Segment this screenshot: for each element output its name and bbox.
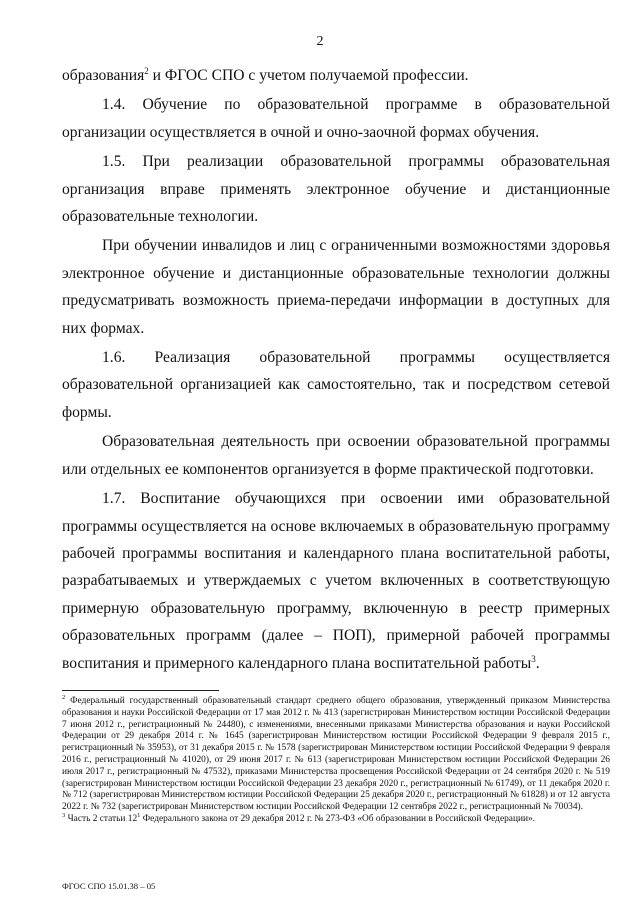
- footnote-3: [62, 811, 610, 826]
- paragraph-continuation: [62, 62, 610, 89]
- footnote-marker: 3: [62, 811, 66, 819]
- paragraph-1-6: 1.6. Реализация образовательной программы осуществляется образовательной организацией как самостоятельно, так и посредством сетевой формы.: [62, 349, 610, 421]
- body-text: [62, 62, 610, 677]
- footnote-divider: [62, 690, 219, 691]
- footnote-text: Федеральный государственный образовательный стандарт среднего общего образования, утвержденный приказом Министерства образования и науки Российской Федерации от 17 мая 2012 г. № 413 (зарегистрирован Министерством юстиции Российской Федерации 7 июня 2012 г., регистрационный № 24480), с изменениями, внесенными приказами Министерства образования и науки Российской Федерации от 29 декабря 2014 г. № 1645 (зарегистрирован Министерством юстиции Российской Федерации 9 февраля 2015 г., регистрационный № 35953), от 31 декабря 2015 г. № 1578 (зарегистрирован Министерством юстиции Российской Федерации 9 февраля 2016 г., регистрационный № 41020), от 29 июня 2017 г. № 613 (зарегистрирован Министерством юстиции Российской Федерации 26 июля 2017 г., регистрационный № 47532), приказами Министерства просвещения Российской Федерации от 24 сентября 2020 г. № 519 (зарегистрирован Министерством юстиции Российской Федерации 23 декабря 2020 г., регистрационный № 61749), от 11 декабря 2020 г. № 712 (зарегистрирован Министерством юстиции Российской Федерации 25 декабря 2020 г., регистрационный № 61828) и от 12 августа 2022 г. № 732 (зарегистрирован Министерством юстиции Российской Федерации 12 сентября 2022 г., регистрационный № 70034).: [62, 696, 610, 813]
- article-superscript: 1: [137, 811, 141, 819]
- paragraph-text: образования: [62, 67, 145, 84]
- footnote-2: [62, 696, 610, 814]
- paragraph-end: .: [535, 654, 540, 672]
- paragraph-disabled-learners: При обучении инвалидов и лиц с ограниченными возможностями здоровья электронное обучение и дистанционные образовательные технологии должны предусматривать возможность приема-передачи информации в доступных для них формах.: [62, 237, 610, 337]
- footnote-ref-2[interactable]: 2: [144, 66, 149, 76]
- paragraph-practical-training: Образовательная деятельность при освоении образовательной программы или отдельных ее компонентов организуется в форме практической подготовки.: [62, 433, 610, 478]
- footnote-marker: 2: [62, 694, 66, 701]
- page-number: 2: [316, 34, 324, 49]
- paragraph-1-5: 1.5. При реализации образовательной программы образовательная организация вправе применять электронное обучение и дистанционные образовательные технологии.: [62, 153, 610, 226]
- paragraph-1-7: [62, 485, 610, 677]
- footnotes: [62, 696, 610, 826]
- footnote-ref-3[interactable]: 3: [531, 653, 536, 664]
- footnote-text: Федерального закона от 29 декабря 2012 г. № 273-ФЗ «Об образовании в Российской Федерации».: [140, 813, 536, 824]
- paragraph-1-4: 1.4. Обучение по образовательной программе в образовательной организации осуществляется в очной и очно-заочной формах обучения.: [62, 96, 610, 141]
- document-code: ФГОС СПО 15.01.38 – 05: [62, 881, 156, 891]
- paragraph-text: 1.7. Воспитание обучающихся при освоении ими образовательной программы осуществляется на основе включаемых в образовательную программу рабочей программы воспитания и календарного плана воспитательной работы, разрабатываемых и утверждаемых с учетом включенных в соответствующую примерную образовательную программу, включенную в реестр примерных образовательных программ (далее – ПОП), примерной рабочей программы воспитания и примерного календарного плана воспитательной работы: [62, 490, 610, 672]
- footnote-text: Часть 2 статьи 12: [65, 813, 138, 824]
- paragraph-text: и ФГОС СПО с учетом получаемой профессии.: [148, 67, 469, 84]
